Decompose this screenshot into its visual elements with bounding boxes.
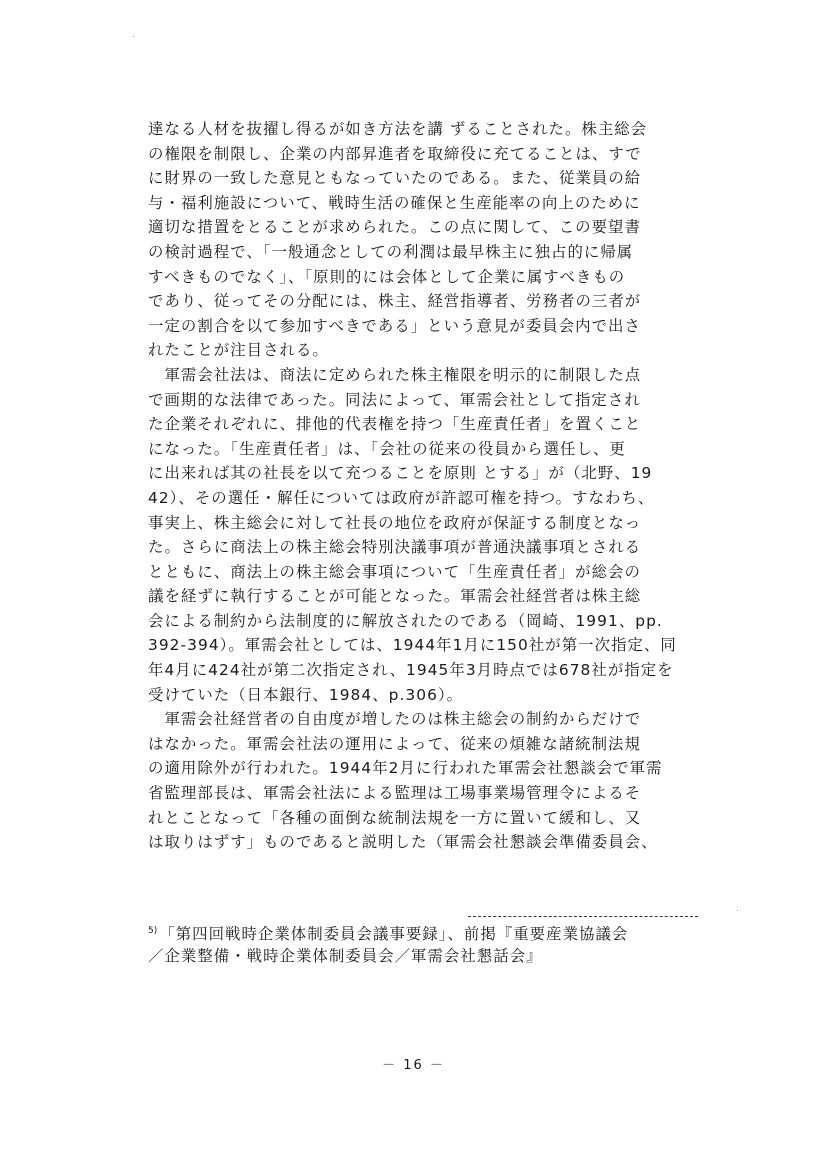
text-line: 392-394）。軍需会社としては、1944年1月に150社が第一次指定、同 [148, 636, 677, 655]
text-line: た。さらに商法上の株主総会特別決議事項が普通決議事項とされる [148, 538, 642, 557]
text-line: になった。「生産責任者」は、「会社の従来の役員から選任し、更 [148, 439, 626, 458]
text-line: であり、従ってその分配には、株主、経営指導者、労務者の三者が [148, 292, 642, 311]
text-line: れとことなって「各種の面倒な統制法規を一方に置いて緩和し、又 [148, 808, 642, 827]
text-line: に出来れば其の社長を以て充つることを原則 とする」が（北野、19 [148, 464, 653, 483]
text-line: とともに、商法上の株主総会事項について「生産責任者」が総会の [148, 562, 641, 581]
page-number: － 16 － [382, 1058, 445, 1073]
footnote-line: ／企業整備・戦時企業体制委員会／軍需会社懇話会』 [148, 947, 543, 965]
text-line: で画期的な法律であった。同法によって、軍需会社として指定され [148, 390, 641, 409]
text-line: の検討過程で、「一般通念としての利潤は最早株主に独占的に帰属 [148, 242, 634, 261]
text-line: 年4月に424社が第二次指定され、1945年3月時点では678社が指定を [148, 661, 674, 680]
text-line: 一定の割合を以て参加すべきである」という意見が委員会内で出さ [148, 316, 641, 335]
footnote-separator [468, 916, 698, 917]
text-line: 適切な措置をとることが求められた。この点に関して、この要望書 [148, 218, 641, 237]
text-line: 会による制約から法制度的に解放されたのである（岡崎、1991、pp. [148, 611, 663, 630]
text-line: すべきものでなく」、「原則的には会体として企業に属すべきもの [148, 267, 626, 286]
text-line: 与・福利施設について、戦時生活の確保と生産能率の向上のために [148, 193, 641, 212]
text-line: の適用除外が行われた。1944年2月に行われた軍需会社懇談会で軍需 [148, 759, 663, 778]
text-line: は取りはずす」ものであると説明した（軍需会社懇談会準備委員会、 [148, 833, 658, 852]
text-line: 受けていた（日本銀行、1984、p.306）。 [148, 685, 464, 704]
text-line: 事実上、株主総会に対して社長の地位を政府が保証する制度となっ [148, 513, 642, 532]
text-line: 省監理部長は、軍需会社法による監理は工場事業場管理令によるそ [148, 784, 642, 803]
text-line: に財界の一致した意見ともなっていたのである。また、従業員の給 [148, 169, 642, 188]
text-line: れたことが注目される。 [148, 341, 329, 360]
text-line: た企業それぞれに、排他的代表権を持つ「生産責任者」を置くこと [148, 415, 642, 434]
scan-speck [737, 910, 738, 911]
text-line: 軍需会社法は、商法に定められた株主権限を明示的に制限した点 [148, 365, 642, 384]
text-line: 議を経ずに執行することが可能となった。軍需会社経営者は株主総 [148, 587, 642, 606]
text-line: はなかった。軍需会社法の運用によって、従来の煩雑な諸統制法規 [148, 734, 641, 753]
footnote [148, 919, 708, 969]
footnote-mark: 5) [148, 926, 158, 936]
text-line: 42）、その選任・解任については政府が許認可権を持つ。すなわち、 [148, 488, 655, 507]
text-line: 軍需会社経営者の自由度が増したのは株主総会の制約からだけで [148, 710, 642, 729]
scan-speck [133, 36, 134, 37]
text-line: 達なる人材を抜擢し得るが如き方法を講 ずることされた。株主総会 [148, 120, 648, 138]
footnote-line [148, 919, 708, 944]
body-text [148, 117, 708, 855]
text-line: の権限を制限し、企業の内部昇進者を取締役に充てることは、すで [148, 144, 642, 163]
footnote-text: 「第四回戦時企業体制委員会議事要録」、前掲『重要産業協議会 [159, 925, 629, 944]
